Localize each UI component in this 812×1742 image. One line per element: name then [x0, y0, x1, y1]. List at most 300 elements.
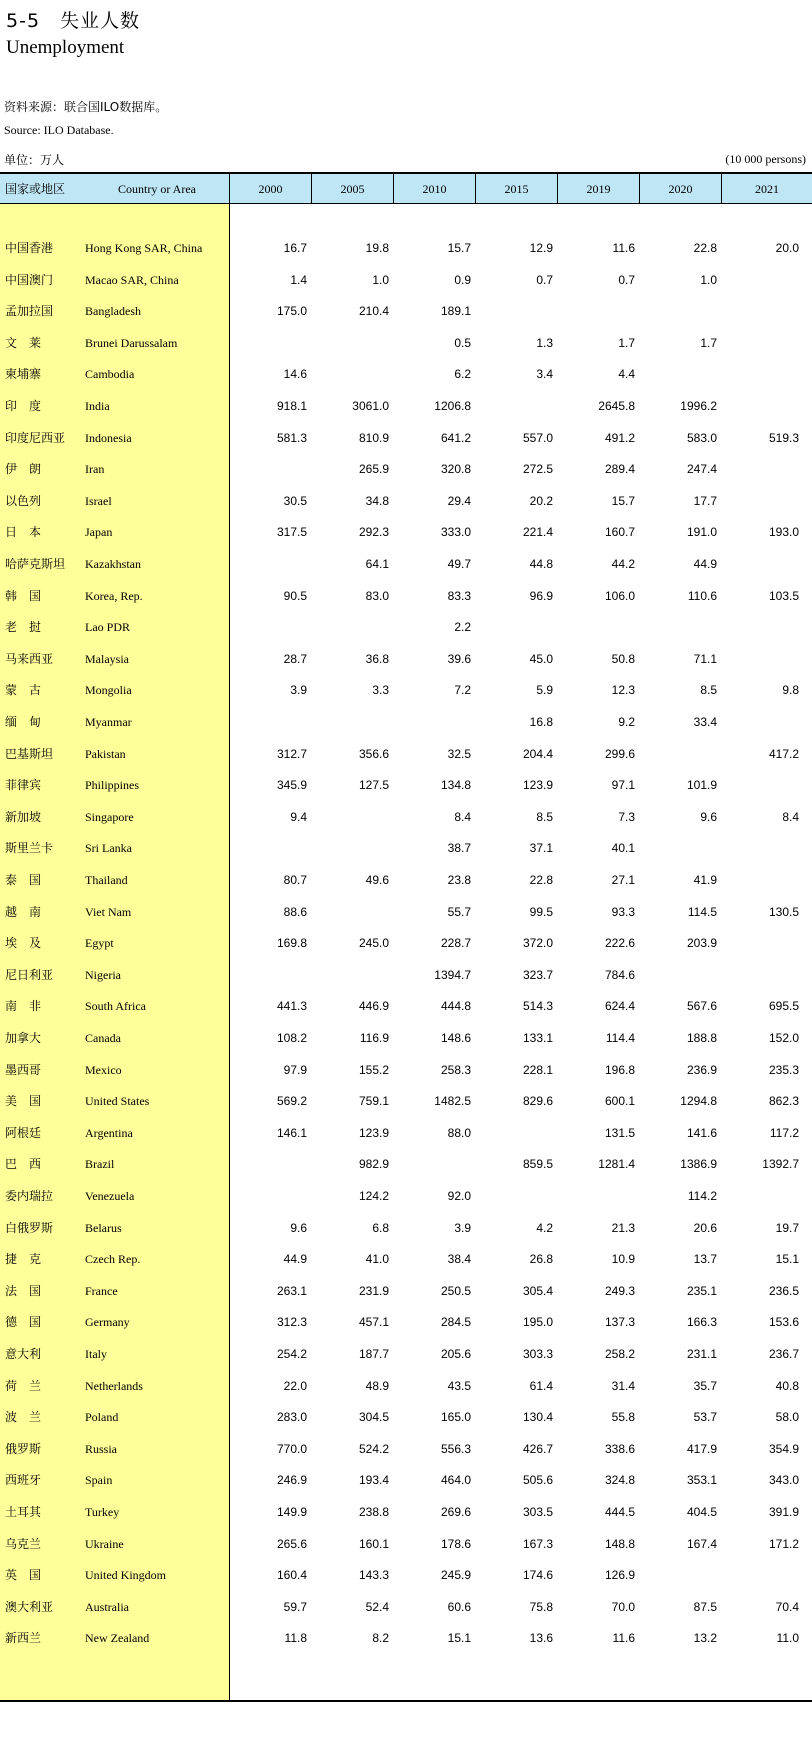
- table-row: [0, 927, 812, 959]
- table-row: [0, 1496, 812, 1528]
- value-cell-2010: 23.8: [447, 873, 471, 887]
- country-name-cn: 委内瑞拉: [5, 1189, 54, 1203]
- value-cell-2019: 491.2: [604, 430, 635, 445]
- value-cell-2019: 444.5: [604, 1505, 635, 1519]
- value-cell-2020: 114.2: [687, 1189, 717, 1203]
- value-cell-2021: 343.0: [768, 1473, 799, 1488]
- value-cell-2021: 152.0: [768, 1031, 799, 1045]
- value-cell-2019: 1.7: [618, 335, 635, 350]
- value-cell-2021: 236.5: [768, 1283, 799, 1298]
- value-cell-2019: 624.4: [604, 999, 635, 1014]
- value-cell-2020: 9.6: [700, 809, 717, 824]
- country-name-en: India: [85, 399, 110, 413]
- value-cell-2015: 4.2: [536, 1220, 553, 1235]
- table-row: [0, 548, 812, 580]
- country-name-cn: 新西兰: [5, 1631, 42, 1646]
- value-cell-2020: 8.5: [700, 683, 717, 698]
- value-cell-2021: 354.9: [768, 1441, 799, 1456]
- value-cell-2019: 299.6: [604, 746, 635, 761]
- value-cell-2020: 1386.9: [680, 1157, 717, 1172]
- country-name-en: Indonesia: [85, 430, 132, 445]
- value-cell-2021: 103.5: [768, 588, 799, 603]
- value-cell-2000: 283.0: [276, 1410, 307, 1425]
- header-country-cn: 国家或地区: [5, 182, 66, 196]
- value-cell-2015: 133.1: [522, 1031, 553, 1045]
- value-cell-2010: 92.0: [447, 1189, 471, 1203]
- value-cell-2019: 4.4: [618, 367, 635, 382]
- country-name-en: South Africa: [85, 999, 146, 1014]
- country-name-en: Singapore: [85, 809, 134, 824]
- value-cell-2010: 88.0: [447, 1125, 471, 1140]
- value-cell-2021: 70.4: [775, 1599, 799, 1614]
- value-cell-2019: 289.4: [604, 462, 635, 477]
- value-cell-2010: 205.6: [440, 1347, 471, 1361]
- value-cell-2000: 246.9: [276, 1473, 307, 1488]
- value-cell-2005: 446.9: [358, 999, 389, 1014]
- value-cell-2019: 55.8: [611, 1410, 635, 1425]
- value-cell-2019: 15.7: [611, 493, 635, 508]
- table-row: [0, 390, 812, 422]
- header-year-2005: 2005: [311, 174, 393, 204]
- table-row: [0, 1054, 812, 1086]
- value-cell-2010: 8.4: [454, 809, 471, 824]
- country-name-cn: 埃 及: [5, 936, 42, 951]
- table-row: [0, 990, 812, 1022]
- value-cell-2000: 108.2: [276, 1031, 307, 1045]
- country-name-en: Cambodia: [85, 367, 135, 382]
- value-cell-2015: 13.6: [529, 1631, 553, 1646]
- value-cell-2010: 2.2: [454, 620, 471, 635]
- value-cell-2015: 0.7: [536, 272, 553, 287]
- value-cell-2015: 174.6: [522, 1568, 553, 1583]
- country-name-cn: 英 国: [5, 1568, 42, 1583]
- value-cell-2019: 249.3: [604, 1283, 635, 1298]
- value-cell-2015: 323.7: [522, 967, 553, 982]
- value-cell-2019: 12.3: [611, 683, 635, 698]
- country-name-cn: 菲律宾: [5, 778, 42, 793]
- country-name-en: Germany: [85, 1315, 130, 1330]
- value-cell-2021: 117.2: [769, 1125, 799, 1140]
- value-cell-2021: 193.0: [768, 525, 799, 540]
- value-cell-2020: 417.9: [686, 1441, 717, 1456]
- value-cell-2020: 101.9: [686, 778, 717, 793]
- header-year-2000: 2000: [229, 174, 311, 204]
- table-row: [0, 738, 812, 770]
- value-cell-2005: 8.2: [372, 1631, 389, 1646]
- value-cell-2005: 52.4: [365, 1599, 389, 1614]
- value-cell-2000: 9.4: [290, 809, 307, 824]
- value-cell-2019: 7.3: [618, 809, 635, 824]
- value-cell-2015: 505.6: [522, 1473, 553, 1488]
- value-cell-2019: 9.2: [618, 715, 635, 729]
- country-name-en: Japan: [85, 525, 113, 540]
- value-cell-2019: 93.3: [611, 904, 635, 919]
- value-cell-2021: 11.0: [776, 1631, 799, 1646]
- unit-label-en: (10 000 persons): [725, 152, 806, 166]
- country-name-cn: 日 本: [5, 525, 42, 540]
- table-row: [0, 801, 812, 833]
- value-cell-2010: 60.6: [447, 1599, 471, 1614]
- value-cell-2015: 303.3: [522, 1347, 553, 1361]
- value-cell-2000: 581.3: [276, 430, 307, 445]
- country-name-cn: 马来西亚: [5, 651, 54, 666]
- value-cell-2005: 810.9: [358, 430, 389, 445]
- value-cell-2019: 600.1: [604, 1094, 635, 1109]
- table-row: [0, 1117, 812, 1149]
- country-name-cn: 中国澳门: [5, 272, 54, 287]
- value-cell-2020: 236.9: [686, 1062, 717, 1077]
- header-year-2020: 2020: [639, 174, 721, 204]
- table-row: [0, 232, 812, 264]
- table-row: [0, 643, 812, 675]
- country-name-en: Brazil: [85, 1157, 115, 1172]
- value-cell-2019: 40.1: [611, 841, 635, 856]
- country-name-en: Canada: [85, 1031, 121, 1045]
- country-name-cn: 老 挝: [5, 620, 42, 635]
- value-cell-2010: 38.4: [447, 1252, 471, 1267]
- value-cell-2000: 44.9: [283, 1252, 307, 1267]
- value-cell-2020: 110.6: [687, 588, 717, 603]
- value-cell-2015: 130.4: [522, 1410, 553, 1425]
- country-name-cn: 俄罗斯: [5, 1441, 42, 1456]
- value-cell-2000: 14.6: [283, 367, 307, 382]
- value-cell-2021: 695.5: [768, 999, 799, 1014]
- table-row: [0, 327, 812, 359]
- page-title-cn: 5-5 失业人数: [6, 10, 141, 32]
- value-cell-2010: 3.9: [454, 1220, 471, 1235]
- value-cell-2020: 1294.8: [680, 1094, 717, 1109]
- value-cell-2021: 40.8: [775, 1378, 799, 1393]
- country-name-cn: 哈萨克斯坦: [5, 557, 66, 571]
- value-cell-2010: 269.6: [440, 1505, 471, 1519]
- country-name-cn: 尼日利亚: [5, 967, 54, 982]
- value-cell-2005: 124.2: [358, 1189, 389, 1203]
- value-cell-2000: 90.5: [283, 588, 307, 603]
- value-cell-2000: 59.7: [283, 1599, 307, 1614]
- value-cell-2020: 141.6: [686, 1125, 717, 1140]
- table-row: [0, 1212, 812, 1244]
- value-cell-2010: 15.7: [447, 241, 471, 255]
- value-cell-2005: 982.9: [358, 1157, 389, 1172]
- country-name-en: Malaysia: [85, 651, 129, 666]
- value-cell-2005: 155.2: [358, 1062, 389, 1077]
- value-cell-2005: 245.0: [358, 936, 389, 951]
- value-cell-2019: 114.4: [605, 1031, 635, 1045]
- value-cell-2020: 71.1: [693, 651, 717, 666]
- value-cell-2005: 127.5: [358, 778, 389, 793]
- value-cell-2020: 231.1: [686, 1347, 717, 1361]
- value-cell-2015: 61.4: [529, 1378, 553, 1393]
- value-cell-2010: 284.5: [440, 1315, 471, 1330]
- value-cell-2005: 356.6: [358, 746, 389, 761]
- country-name-en: Bangladesh: [85, 304, 141, 319]
- value-cell-2005: 3.3: [372, 683, 389, 698]
- value-cell-2005: 123.9: [358, 1125, 389, 1140]
- value-cell-2021: 519.3: [768, 430, 799, 445]
- value-cell-2010: 134.8: [440, 778, 471, 793]
- value-cell-2010: 29.4: [447, 493, 471, 508]
- table-row: [0, 674, 812, 706]
- value-cell-2000: 345.9: [276, 778, 307, 793]
- value-cell-2005: 265.9: [358, 462, 389, 477]
- country-name-en: Korea, Rep.: [85, 588, 143, 603]
- country-name-en: Israel: [85, 493, 112, 508]
- value-cell-2010: 556.3: [440, 1441, 471, 1456]
- value-cell-2005: 6.8: [372, 1220, 389, 1235]
- value-cell-2015: 272.5: [522, 462, 553, 477]
- country-name-en: Viet Nam: [85, 904, 132, 919]
- country-name-cn: 阿根廷: [5, 1125, 42, 1140]
- value-cell-2020: 20.6: [693, 1220, 717, 1235]
- value-cell-2000: 441.3: [276, 999, 307, 1014]
- value-cell-2010: 1482.5: [434, 1094, 471, 1109]
- value-cell-2021: 391.9: [768, 1505, 799, 1519]
- country-name-en: Hong Kong SAR, China: [85, 241, 203, 255]
- value-cell-2010: 148.6: [440, 1031, 471, 1045]
- value-cell-2010: 32.5: [447, 746, 471, 761]
- value-cell-2005: 187.7: [358, 1347, 389, 1361]
- value-cell-2010: 228.7: [440, 936, 471, 951]
- value-cell-2021: 235.3: [768, 1062, 799, 1077]
- value-cell-2000: 149.9: [276, 1505, 307, 1519]
- country-name-cn: 美 国: [5, 1094, 42, 1109]
- value-cell-2020: 188.8: [686, 1031, 717, 1045]
- value-cell-2020: 87.5: [693, 1599, 717, 1614]
- value-cell-2005: 48.9: [365, 1378, 389, 1393]
- value-cell-2000: 28.7: [283, 651, 307, 666]
- country-name-en: Ukraine: [85, 1536, 124, 1551]
- value-cell-2021: 130.5: [768, 904, 799, 919]
- value-cell-2010: 464.0: [440, 1473, 471, 1488]
- header-year-2015: 2015: [475, 174, 557, 204]
- value-cell-2020: 35.7: [693, 1378, 717, 1393]
- value-cell-2000: 254.2: [276, 1347, 307, 1361]
- table-row: [0, 485, 812, 517]
- table-row: [0, 959, 812, 991]
- header-country-en: Country or Area: [118, 182, 196, 196]
- country-name-cn: 法 国: [5, 1283, 42, 1298]
- value-cell-2005: 457.1: [358, 1315, 389, 1330]
- value-cell-2000: 16.7: [283, 241, 307, 255]
- unit-label-cn: 单位：万人: [4, 153, 65, 167]
- value-cell-2019: 784.6: [604, 967, 635, 982]
- value-cell-2019: 70.0: [611, 1599, 635, 1614]
- country-name-en: Sri Lanka: [85, 841, 132, 856]
- table-row: [0, 580, 812, 612]
- value-cell-2010: 250.5: [440, 1283, 471, 1298]
- source-note-cn: 资料来源：联合国ILO数据库。: [4, 100, 168, 114]
- value-cell-2019: 324.8: [604, 1473, 635, 1488]
- value-cell-2005: 193.4: [358, 1473, 389, 1488]
- value-cell-2020: 44.9: [693, 557, 717, 571]
- value-cell-2000: 22.0: [283, 1378, 307, 1393]
- country-name-en: Spain: [85, 1473, 113, 1488]
- value-cell-2020: 22.8: [693, 241, 717, 255]
- value-cell-2000: 317.5: [276, 525, 307, 540]
- header-year-2021: 2021: [721, 174, 812, 204]
- value-cell-2000: 312.7: [276, 746, 307, 761]
- country-name-en: Argentina: [85, 1125, 133, 1140]
- value-cell-2020: 191.0: [686, 525, 717, 540]
- country-name-cn: 西班牙: [5, 1473, 42, 1488]
- country-name-cn: 柬埔寨: [5, 367, 42, 382]
- value-cell-2020: 13.2: [693, 1631, 717, 1646]
- value-cell-2000: 175.0: [276, 304, 307, 319]
- value-cell-2020: 13.7: [693, 1252, 717, 1267]
- table-row: [0, 832, 812, 864]
- value-cell-2021: 58.0: [775, 1410, 799, 1425]
- value-cell-2015: 20.2: [529, 493, 553, 508]
- country-name-en: Czech Rep.: [85, 1252, 141, 1267]
- value-cell-2005: 116.9: [359, 1031, 389, 1045]
- value-cell-2005: 36.8: [365, 651, 389, 666]
- value-cell-2000: 30.5: [283, 493, 307, 508]
- value-cell-2010: 245.9: [440, 1568, 471, 1583]
- value-cell-2015: 8.5: [536, 809, 553, 824]
- value-cell-2015: 228.1: [522, 1062, 553, 1077]
- country-name-cn: 巴基斯坦: [5, 746, 54, 761]
- value-cell-2000: 569.2: [276, 1094, 307, 1109]
- value-cell-2015: 167.3: [522, 1536, 553, 1551]
- value-cell-2000: 80.7: [283, 873, 307, 887]
- value-cell-2020: 235.1: [686, 1283, 717, 1298]
- value-cell-2010: 333.0: [440, 525, 471, 540]
- value-cell-2019: 11.6: [612, 241, 635, 255]
- value-cell-2015: 195.0: [522, 1315, 553, 1330]
- value-cell-2000: 918.1: [276, 399, 307, 413]
- country-name-cn: 以色列: [5, 493, 42, 508]
- country-name-en: Turkey: [85, 1505, 120, 1519]
- value-cell-2005: 231.9: [358, 1283, 389, 1298]
- value-cell-2005: 759.1: [358, 1094, 389, 1109]
- value-cell-2015: 22.8: [529, 873, 553, 887]
- value-cell-2015: 372.0: [522, 936, 553, 951]
- country-name-en: Myanmar: [85, 715, 132, 729]
- value-cell-2005: 64.1: [365, 557, 389, 571]
- value-cell-2010: 1394.7: [434, 967, 471, 982]
- value-cell-2021: 20.0: [775, 241, 799, 255]
- header-year-2010: 2010: [393, 174, 475, 204]
- country-name-en: Mexico: [85, 1062, 122, 1077]
- value-cell-2020: 353.1: [686, 1473, 717, 1488]
- value-cell-2005: 210.4: [358, 304, 389, 319]
- value-cell-2010: 49.7: [447, 557, 471, 571]
- value-cell-2019: 1281.4: [598, 1157, 635, 1172]
- header-year-2019: 2019: [557, 174, 639, 204]
- value-cell-2019: 106.0: [604, 588, 635, 603]
- table-row: [0, 896, 812, 928]
- country-name-cn: 加拿大: [5, 1031, 42, 1045]
- country-name-en: Nigeria: [85, 967, 121, 982]
- country-name-en: United Kingdom: [85, 1568, 166, 1583]
- value-cell-2000: 3.9: [290, 683, 307, 698]
- table-row: [0, 1370, 812, 1402]
- value-cell-2015: 829.6: [522, 1094, 553, 1109]
- value-cell-2020: 167.4: [686, 1536, 717, 1551]
- table-row: [0, 1180, 812, 1212]
- country-name-en: France: [85, 1283, 118, 1298]
- page-title-en: Unemployment: [6, 37, 125, 58]
- value-cell-2010: 43.5: [447, 1378, 471, 1393]
- value-cell-2010: 39.6: [447, 651, 471, 666]
- value-cell-2000: 263.1: [276, 1283, 307, 1298]
- table-row: [0, 1022, 812, 1054]
- value-cell-2000: 88.6: [283, 904, 307, 919]
- value-cell-2015: 557.0: [522, 430, 553, 445]
- value-cell-2000: 11.8: [284, 1631, 307, 1646]
- value-cell-2010: 15.1: [447, 1631, 471, 1646]
- value-cell-2020: 17.7: [693, 493, 717, 508]
- table-row: [0, 1338, 812, 1370]
- country-name-en: Belarus: [85, 1220, 122, 1235]
- table-header: [0, 172, 812, 204]
- country-name-en: Kazakhstan: [85, 557, 141, 571]
- value-cell-2015: 45.0: [529, 651, 553, 666]
- value-cell-2015: 5.9: [536, 683, 553, 698]
- value-cell-2019: 10.9: [611, 1252, 635, 1267]
- value-cell-2000: 9.6: [290, 1220, 307, 1235]
- value-cell-2000: 265.6: [276, 1536, 307, 1551]
- value-cell-2021: 153.6: [768, 1315, 799, 1330]
- value-cell-2010: 165.0: [440, 1410, 471, 1425]
- country-name-en: Poland: [85, 1410, 119, 1425]
- table-row: [0, 1148, 812, 1180]
- value-cell-2021: 15.1: [775, 1252, 799, 1267]
- value-cell-2010: 38.7: [447, 841, 471, 856]
- value-cell-2020: 203.9: [686, 936, 717, 951]
- table-row: [0, 453, 812, 485]
- value-cell-2010: 6.2: [454, 367, 471, 382]
- value-cell-2000: 169.8: [276, 936, 307, 951]
- value-cell-2005: 524.2: [358, 1441, 389, 1456]
- value-cell-2020: 1.0: [700, 272, 717, 287]
- value-cell-2005: 292.3: [358, 525, 389, 540]
- value-cell-2019: 11.6: [612, 1631, 635, 1646]
- country-name-en: Pakistan: [85, 746, 126, 761]
- value-cell-2015: 75.8: [529, 1599, 553, 1614]
- value-cell-2000: 312.3: [276, 1315, 307, 1330]
- value-cell-2005: 19.8: [365, 241, 389, 255]
- value-cell-2019: 258.2: [604, 1347, 635, 1361]
- value-cell-2015: 16.8: [529, 715, 553, 729]
- country-name-en: Russia: [85, 1441, 118, 1456]
- table-row: [0, 706, 812, 738]
- value-cell-2021: 171.2: [768, 1536, 799, 1551]
- value-cell-2015: 204.4: [522, 746, 553, 761]
- value-cell-2019: 44.2: [611, 557, 635, 571]
- value-cell-2021: 9.8: [782, 683, 799, 698]
- country-name-en: Australia: [85, 1599, 129, 1614]
- value-cell-2021: 1392.7: [762, 1157, 799, 1172]
- table-row: [0, 1464, 812, 1496]
- value-cell-2019: 160.7: [604, 525, 635, 540]
- value-cell-2019: 0.7: [618, 272, 635, 287]
- table-row: [0, 1275, 812, 1307]
- value-cell-2010: 189.1: [440, 304, 471, 319]
- country-name-cn: 蒙 古: [5, 683, 42, 698]
- value-cell-2015: 1.3: [536, 335, 553, 350]
- value-cell-2005: 3061.0: [352, 399, 389, 413]
- value-cell-2015: 426.7: [522, 1441, 553, 1456]
- country-name-cn: 捷 克: [5, 1252, 42, 1267]
- value-cell-2019: 131.5: [604, 1125, 635, 1140]
- value-cell-2019: 148.8: [604, 1536, 635, 1551]
- value-cell-2005: 1.0: [372, 272, 389, 287]
- country-name-en: United States: [85, 1094, 150, 1109]
- table-row: [0, 1401, 812, 1433]
- value-cell-2015: 3.4: [536, 367, 553, 382]
- value-cell-2020: 53.7: [693, 1410, 717, 1425]
